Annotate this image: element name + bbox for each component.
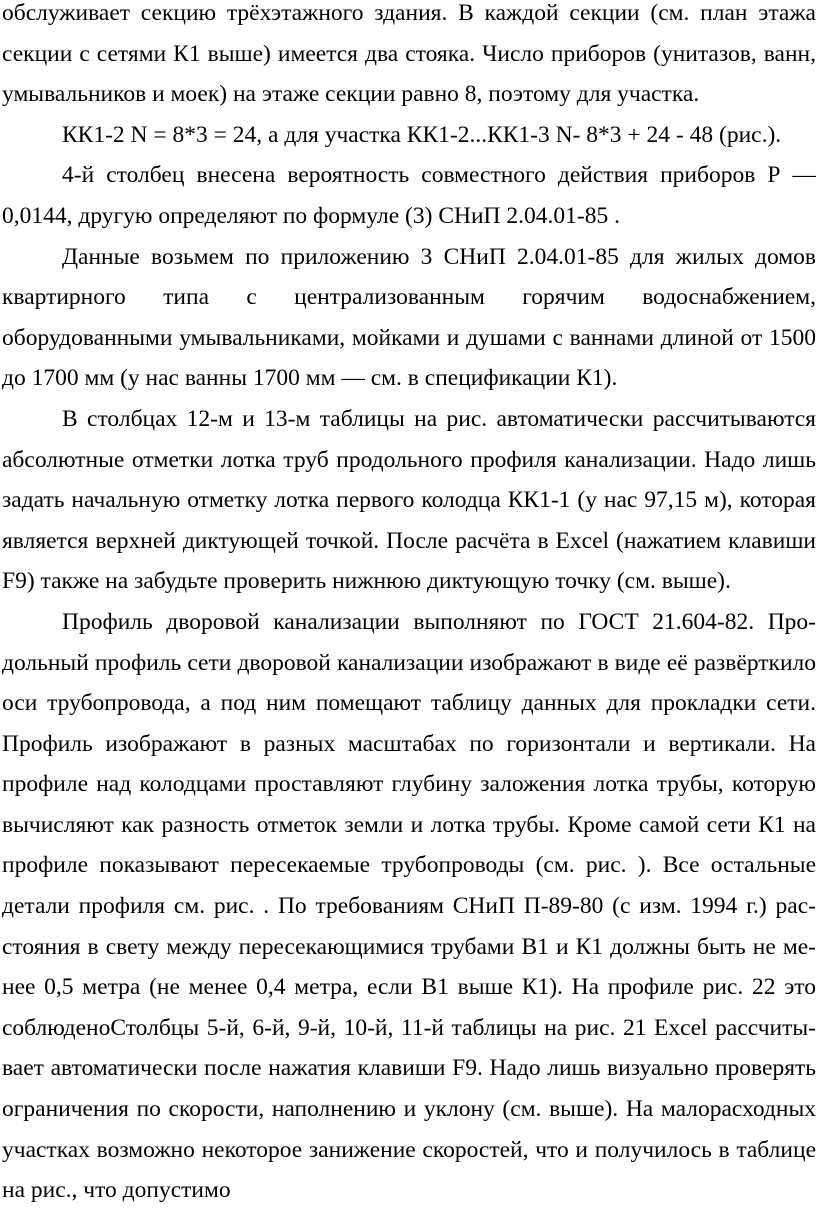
paragraph-snip-appendix: Данные возьмем по приложению 3 СНиП 2.04.01-85 для жилых домов квартирного типа с централизованным горячим водоснабжением, оборудованными умывальниками, мойками и душами с ваннами длиной от 1500 до 1700 мм (у нас ванны 1700 мм — см. в спецификации К1). [2,243,816,392]
paragraph-columns-12-13: В столбцах 12-м и 13-м таблицы на рис. автоматически рассчитываются абсолютные отметки лотка труб продольного профиля канализации. Надо лишь задать начальную отметку лотка первого колодца КК1-1 (у нас 97,15 м), которая является верхней диктующей точкой. После расчёта в Excel (нажатием клавиши F9) также на забудьте проверить нижнюю диктующую точку (см. выше). [2,405,816,595]
paragraph-probability: 4-й столбец внесена вероятность совместного действия приборов Р — 0,0144, другую определяют по формуле (3) СНиП 2.04.01-85 . [2,162,816,229]
paragraph-profile: Профиль дворовой канализации выполняют по ГОСТ 21.604-82. Продольный профиль сети дворовой канализации изображают в виде её развёрткило оси трубопровода, а под ним помещают таблицу данных для прокладки сети. Профиль изображают в разных масштабах по горизонтали и вертикали. На профиле над колодцами проставляют глубину заложения лотка трубы, которую вычисляют как разность отметок земли и лотка трубы. Кроме самой сети К1 на профиле показывают пересекаемые трубопроводы (см. рис. ). Все остальные детали профиля см. рис. . По требованиям СНиП П-89-80 (с изм. 1994 г.) расстояния в свету между пересекающимися трубами В1 и К1 должны быть не менее 0,5 метра (не менее 0,4 метра, если В1 выше К1). На профиле рис. 22 это соблюденоСтолбцы 5-й, 6-й, 9-й, 10-й, 11-й таблицы на рис. 21 Excel рассчитывает автоматически после нажатия клавиши F9. Надо лишь визуально проверять ограничения по скорости, наполнению и уклону (см. выше). На малорасходных участках возможно некоторое занижение скоростей, что и получилось в таблице на рис., что допустимо [2,608,816,1204]
paragraph-continuation: обслуживает секцию трёхэтажного здания. В каждой секции (см. план этажа секции с сетями К1 выше) имеется два стояка. Число приборов (унитазов, ванн, умывальников и моек) на этаже секции равно 8, поэтому для участка. [2,0,816,108]
paragraph-formula-kk1-2: КК1-2 N = 8*3 = 24, а для участка КК1-2...КК1-3 N- 8*3 + 24 - 48 (рис.). [62,121,782,148]
